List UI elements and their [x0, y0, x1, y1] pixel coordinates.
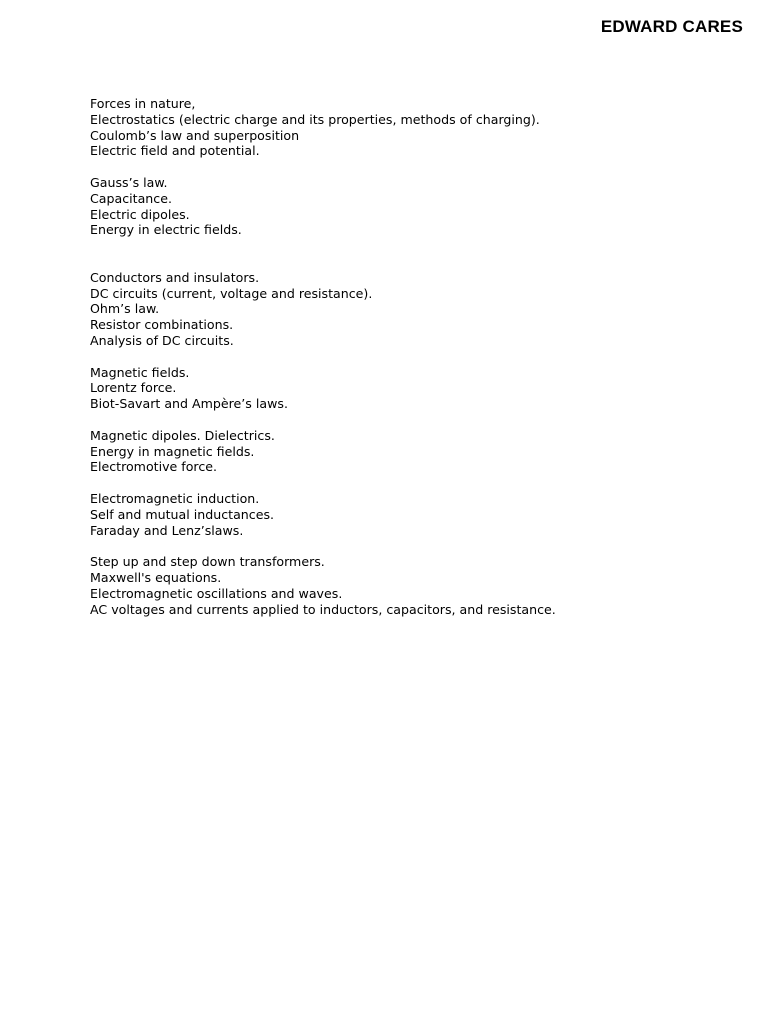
topic-group-magnetic-dipoles — [90, 428, 730, 475]
section-spacer — [90, 412, 730, 428]
topic-line: Electromagnetic induction. — [90, 490, 260, 506]
topic-line: Electric dipoles. — [90, 206, 190, 222]
topic-group-circuits — [90, 270, 730, 349]
topic-line: Electric field and potential. — [90, 143, 260, 159]
topic-line: Energy in magnetic fields. — [90, 443, 255, 459]
topic-line: Biot-Savart and Ampère’s laws. — [90, 396, 288, 412]
section-spacer — [90, 349, 730, 365]
topic-line: Electromotive force. — [90, 459, 218, 475]
topic-line: Magnetic dipoles. Dielectrics. — [90, 427, 275, 443]
topic-group-transformers — [90, 554, 730, 617]
topic-line: Capacitance. — [90, 190, 172, 206]
topic-group-magnetic-fields — [90, 365, 730, 412]
topic-group-electrostatics — [90, 96, 730, 159]
topic-line: Step up and step down transformers. — [90, 554, 325, 570]
section-spacer — [90, 238, 730, 270]
topic-group-gauss — [90, 175, 730, 238]
topic-line: Coulomb’s law and superposition — [90, 127, 300, 143]
topic-line: Energy in electric fields. — [90, 222, 242, 238]
topic-line: Gauss’s law. — [90, 174, 168, 190]
topic-line: Lorentz force. — [90, 380, 177, 396]
topic-line: Conductors and insulators. — [90, 269, 260, 285]
topic-line: Electromagnetic oscillations and waves. — [90, 585, 343, 601]
topic-line: Forces in nature, — [90, 96, 196, 111]
section-spacer — [90, 159, 730, 175]
topic-line: Analysis of DC circuits. — [90, 332, 234, 348]
topic-line: DC circuits (current, voltage and resistance). — [90, 285, 373, 301]
topic-line: Resistor combinations. — [90, 317, 234, 333]
document-header-name: EDWARD CARES — [600, 17, 743, 36]
topic-line: Self and mutual inductances. — [90, 506, 275, 522]
topic-line: Ohm’s law. — [90, 301, 160, 317]
topic-line: Maxwell's equations. — [90, 569, 222, 585]
section-spacer — [90, 538, 730, 554]
topic-line: Magnetic fields. — [90, 364, 190, 380]
topic-list — [90, 96, 730, 617]
section-spacer — [90, 475, 730, 491]
topic-group-induction — [90, 491, 730, 538]
topic-line: AC voltages and currents applied to inductors, capacitors, and resistance. — [90, 601, 556, 617]
topic-line: Faraday and Lenz’slaws. — [90, 522, 244, 538]
topic-line: Electrostatics (electric charge and its properties, methods of charging). — [90, 111, 540, 127]
